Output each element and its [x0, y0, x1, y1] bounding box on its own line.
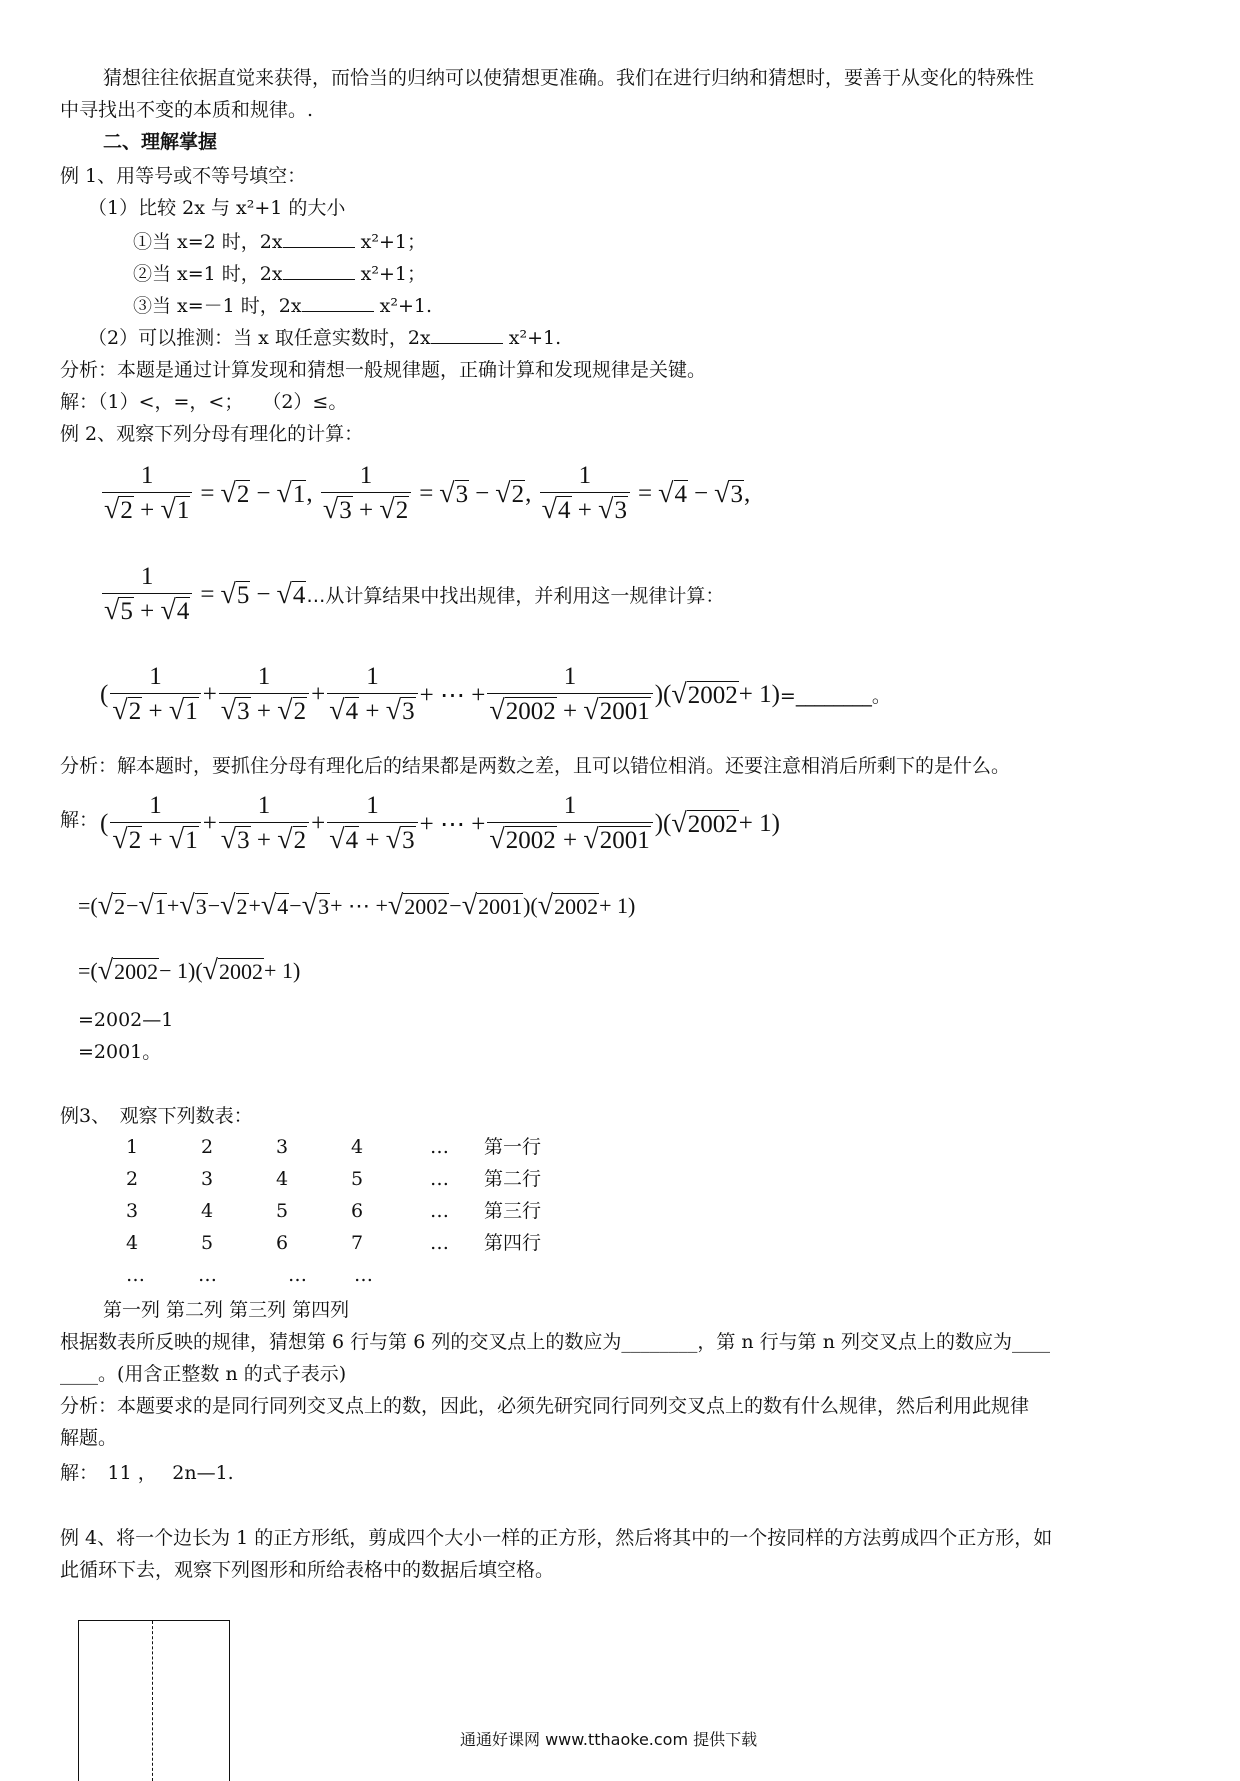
table-cell: 4 [201, 1200, 214, 1222]
ex4-line-1: 例 4、将一个边长为 1 的正方形纸，剪成四个大小一样的正方形，然后将其中的一个按同样的方法剪成四个正方形，如 [60, 1527, 1053, 1549]
intro-line-2: 中寻找出不变的本质和规律。. [60, 99, 314, 121]
ex2-sum-expression: ( $\frac{1}{√2 + √1}$ + $\frac{1}{√3 + √2}$ + $\frac{1}{√4 + √3}$ + ⋯ + $\frac{1}{√2002 + √2001}$ )( √2002 + 1) =________。 [100, 663, 891, 726]
answer-blank[interactable] [431, 325, 503, 344]
ex3-column-labels: 第一列 第二列 第三列 第四列 [103, 1299, 350, 1321]
table-cell: 6 [351, 1200, 364, 1222]
table-cell: 5 [351, 1168, 364, 1190]
table-cell: 5 [201, 1232, 214, 1254]
table-cell: 7 [351, 1232, 364, 1254]
table-ellipsis: … [198, 1264, 217, 1286]
answer-blank[interactable] [283, 229, 355, 248]
ex1-q1: （1）比较 2x 与 x²+1 的大小 [88, 197, 346, 219]
cut-line [152, 1621, 153, 1781]
ex1-case-2: ②当 x=1 时，2x x²+1； [133, 263, 426, 285]
ex3-question-1: 根据数表所反映的规律，猜想第 6 行与第 6 列的交叉点上的数应为________，第 n 行与第 n 列交叉点上的数应为____ [60, 1331, 1050, 1353]
ex2-solution-line-2: =( √2 − √1 + √3 − √2 + √4 − √3 + ⋯ + √2002 − √2001 )( √2002 + 1) [78, 890, 636, 921]
ex1-case-3: ③当 x=－1 时，2x x²+1. [133, 295, 433, 317]
row-label: 第一行 [484, 1136, 542, 1158]
table-cell: 2 [201, 1136, 214, 1158]
ex2-sol-label: 解： [60, 809, 99, 831]
ex1-title: 例 1、用等号或不等号填空： [60, 165, 307, 187]
ex1-case-1: ①当 x=2 时，2x x²+1； [133, 231, 426, 253]
ex3-analysis-2: 解题。 [60, 1427, 118, 1449]
table-ellipsis: … [288, 1264, 307, 1286]
table-ellipsis: … [126, 1264, 145, 1286]
ex2-step-4: =2001。 [78, 1041, 162, 1063]
table-cell: … [430, 1168, 449, 1190]
ex2-formula-row-1: $\frac{1}{√2 + √1}$ = √2 − √1 , $\frac{1}{√3 + √2}$ = √3 − √2 , $\frac{1}{√4 + √3}$ = √4 − √3 , [104, 462, 751, 525]
table-cell: 3 [276, 1136, 289, 1158]
ex1-analysis: 分析：本题是通过计算发现和猜想一般规律题，正确计算和发现规律是关键。 [60, 359, 707, 381]
section-heading: 二、理解掌握 [103, 131, 218, 153]
ex2-title: 例 2、观察下列分母有理化的计算： [60, 423, 364, 445]
table-cell: 4 [126, 1232, 139, 1254]
ex2-solution-line-1: ( $\frac{1}{√2 + √1}$ + $\frac{1}{√3 + √2}$ + $\frac{1}{√4 + √3}$ + ⋯ + $\frac{1}{√2002 + √2001}$ )( √2002 + 1) [100, 792, 780, 855]
ex2-analysis: 分析：解本题时，要抓住分母有理化后的结果都是两数之差，且可以错位相消。还要注意相消后所剩下的是什么。 [60, 755, 1011, 777]
ex2-blank[interactable]: =________。 [779, 685, 891, 707]
table-cell: 5 [276, 1200, 289, 1222]
ex1-answer: 解：（1）<，=，<； （2）≤。 [60, 391, 348, 413]
table-cell: … [430, 1232, 449, 1254]
table-cell: … [430, 1200, 449, 1222]
answer-blank[interactable] [302, 293, 374, 312]
footer: 通通好课网 www.tthaoke.com 提供下载 [460, 1730, 758, 1749]
ex3-analysis-1: 分析：本题要求的是同行同列交叉点上的数，因此，必须先研究同行同列交叉点上的数有什么规律，然后利用此规律 [60, 1395, 1030, 1417]
table-cell: 2 [126, 1168, 139, 1190]
ex4-line-2: 此循环下去，观察下列图形和所给表格中的数据后填空格。 [60, 1559, 555, 1581]
row-label: 第四行 [484, 1232, 542, 1254]
intro-line-1: 猜想往往依据直觉来获得，而恰当的归纳可以使猜想更准确。我们在进行归纳和猜想时，要善于从变化的特殊性 [103, 67, 1035, 89]
table-cell: 6 [276, 1232, 289, 1254]
table-cell: … [430, 1136, 449, 1158]
ex3-title: 例3、 观察下列数表： [60, 1105, 253, 1127]
table-cell: 4 [351, 1136, 364, 1158]
ex2-formula-row-2: $\frac{1}{√5 + √4}$ = √5 − √4 …从计算结果中找出规律，并利用这一规律计算： [104, 563, 725, 626]
ex1-q2: （2）可以推测：当 x 取任意实数时，2x x²+1. [88, 327, 562, 349]
ex2-solution-line-3: =( √2002 − 1)( √2002 + 1) [78, 955, 301, 986]
row-label: 第二行 [484, 1168, 542, 1190]
ex3-answer: 解： 11 ， 2n—1. [60, 1462, 234, 1484]
square-paper-figure [78, 1620, 230, 1781]
table-cell: 4 [276, 1168, 289, 1190]
ex2-step-3: =2002—1 [78, 1009, 174, 1031]
ex3-question-2: ____。(用含正整数 n 的式子表示) [60, 1363, 347, 1385]
table-cell: 1 [126, 1136, 139, 1158]
row-label: 第三行 [484, 1200, 542, 1222]
table-cell: 3 [201, 1168, 214, 1190]
table-ellipsis: … [354, 1264, 373, 1286]
table-cell: 3 [126, 1200, 139, 1222]
ex2-text-after: …从计算结果中找出规律，并利用这一规律计算： [306, 585, 725, 607]
answer-blank[interactable] [283, 261, 355, 280]
